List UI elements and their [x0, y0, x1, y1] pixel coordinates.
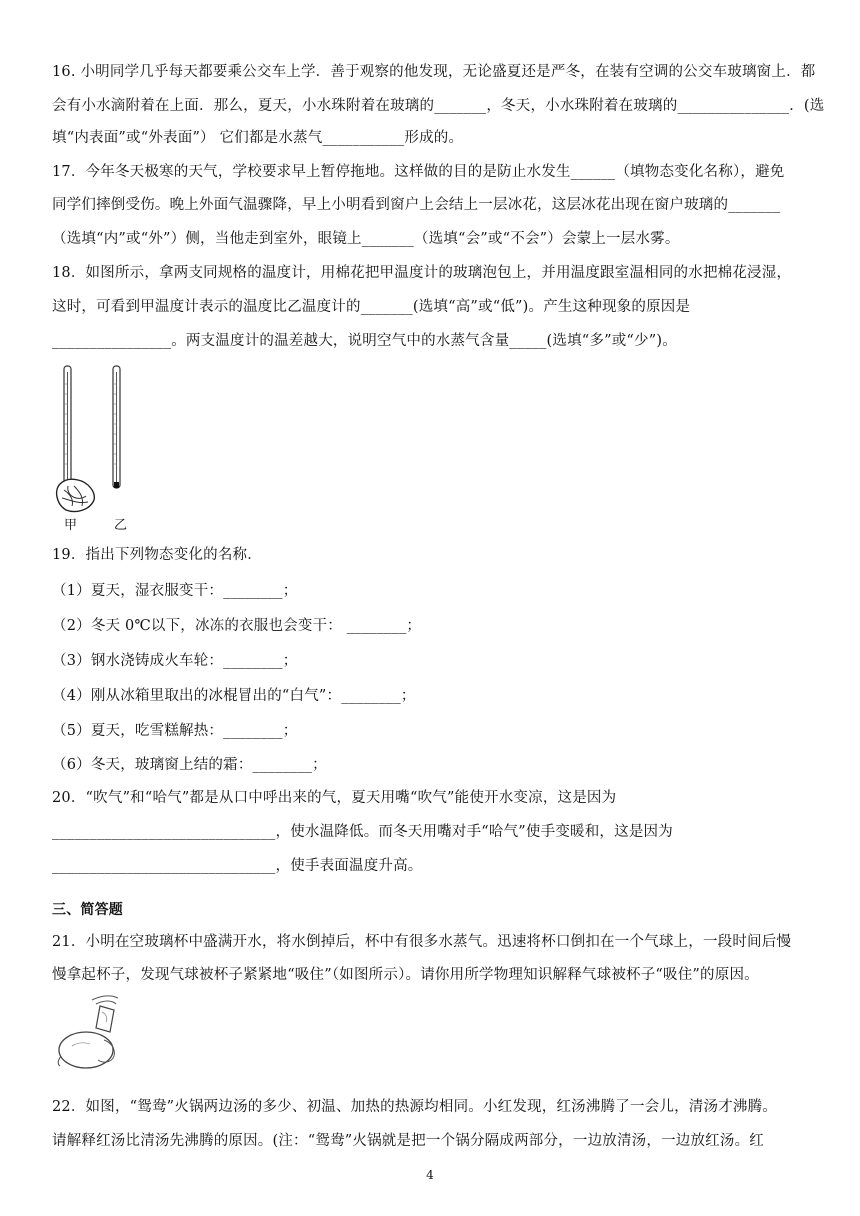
section-title-short-answer: 三、简答题	[52, 902, 123, 918]
page-number: 4	[426, 1168, 434, 1182]
question-line-q19-l3: （3）钢水浇铸成火车轮：________；	[52, 653, 298, 669]
question-line-q19-l1: （1）夏天，湿衣服变干：________；	[52, 583, 298, 599]
question-line-q20-l3: ______________________________，使手表面温度升高。	[52, 858, 423, 874]
question-line-q19-l6: （6）冬天，玻璃窗上结的霜：________；	[52, 757, 327, 773]
question-line-q17-l2: 同学们摔倒受伤。晚上外面气温骤降，早上小明看到窗户上会结上一层冰花，这层冰花出现在窗户玻璃的_______	[52, 197, 781, 213]
question-line-q18-l1: 18．如图所示，拿两支同规格的温度计，用棉花把甲温度计的玻璃泡包上，并用温度跟室温相同的水把棉花浸湿，	[52, 265, 792, 281]
question-line-q18-l3: ________________。两支温度计的温差越大，说明空气中的水蒸气含量_____(选填“多”或“少”)。	[52, 333, 677, 349]
question-line-q19-l0: 19．指出下列物态变化的名称．	[52, 547, 262, 563]
balloon-cup-illustration	[52, 992, 142, 1077]
thermometers-illustration	[52, 364, 142, 514]
question-line-q22-l1: 22．如图，“鸳鸯”火锅两边汤的多少、初温、加热的热源均相同。小红发现，红汤沸腾了一会儿，清汤才沸腾。	[52, 1099, 777, 1115]
label-yi: 乙	[114, 518, 128, 533]
question-line-q21-l1: 21．小明在空玻璃杯中盛满开水，将水倒掉后，杯中有很多水蒸气。迅速将杯口倒扣在一个气球上，一段时间后慢	[52, 934, 792, 950]
question-line-q21-l2: 慢拿起杯子，发现气球被杯子紧紧地“吸住”（如图所示）。请你用所学物理知识解释气球被杯子“吸住”的原因。	[52, 967, 759, 983]
question-line-q19-l2: （2）冬天 0℃以下，冰冻的衣服也会变干： ________；	[52, 618, 422, 634]
label-jia: 甲	[64, 518, 78, 533]
thermometer-figure	[52, 364, 142, 534]
question-line-q22-l2: 请解释红汤比清汤先沸腾的原因。(注：“鸳鸯”火锅就是把一个锅分隔成两部分，一边放清汤，一边放红汤。红	[52, 1133, 764, 1149]
question-line-q17-l1: 17．今年冬天极寒的天气，学校要求早上暂停拖地。这样做的目的是防止水发生______（填物态变化名称），避免	[52, 164, 785, 180]
question-line-q16-l3: 填“内表面”或“外表面”） 它们都是水蒸气___________形成的。	[52, 130, 464, 146]
question-line-q16-l2: 会有小水滴附着在上面．那么，夏天，小水珠附着在玻璃的_______，冬天，小水珠附着在玻璃的_______________．(选	[52, 98, 825, 114]
question-line-q19-l5: （5）夏天，吃雪糕解热：________；	[52, 723, 298, 739]
question-line-q17-l3: （选填“内”或“外”）侧，当他走到室外，眼镜上_______（选填“会”或“不会”）会蒙上一层水雾。	[52, 231, 680, 247]
question-line-q19-l4: （4）刚从冰箱里取出的冰棍冒出的“白气”：________；	[52, 688, 416, 704]
question-line-q20-l2: ______________________________，使水温降低。而冬天用嘴对手“哈气”使手变暖和，这是因为	[52, 824, 673, 840]
question-line-q16-l1: 16. 小明同学几乎每天都要乘公交车上学．善于观察的他发现，无论盛夏还是严冬，在装有空调的公交车玻璃窗上．都	[52, 64, 816, 80]
question-line-q20-l1: 20．“吹气”和“哈气”都是从口中呼出来的气，夏天用嘴“吹气”能使开水变凉，这是因为	[52, 790, 617, 806]
question-line-q18-l2: 这时，可看到甲温度计表示的温度比乙温度计的_______(选填“高”或“低”)。产生这种现象的原因是	[52, 299, 691, 315]
